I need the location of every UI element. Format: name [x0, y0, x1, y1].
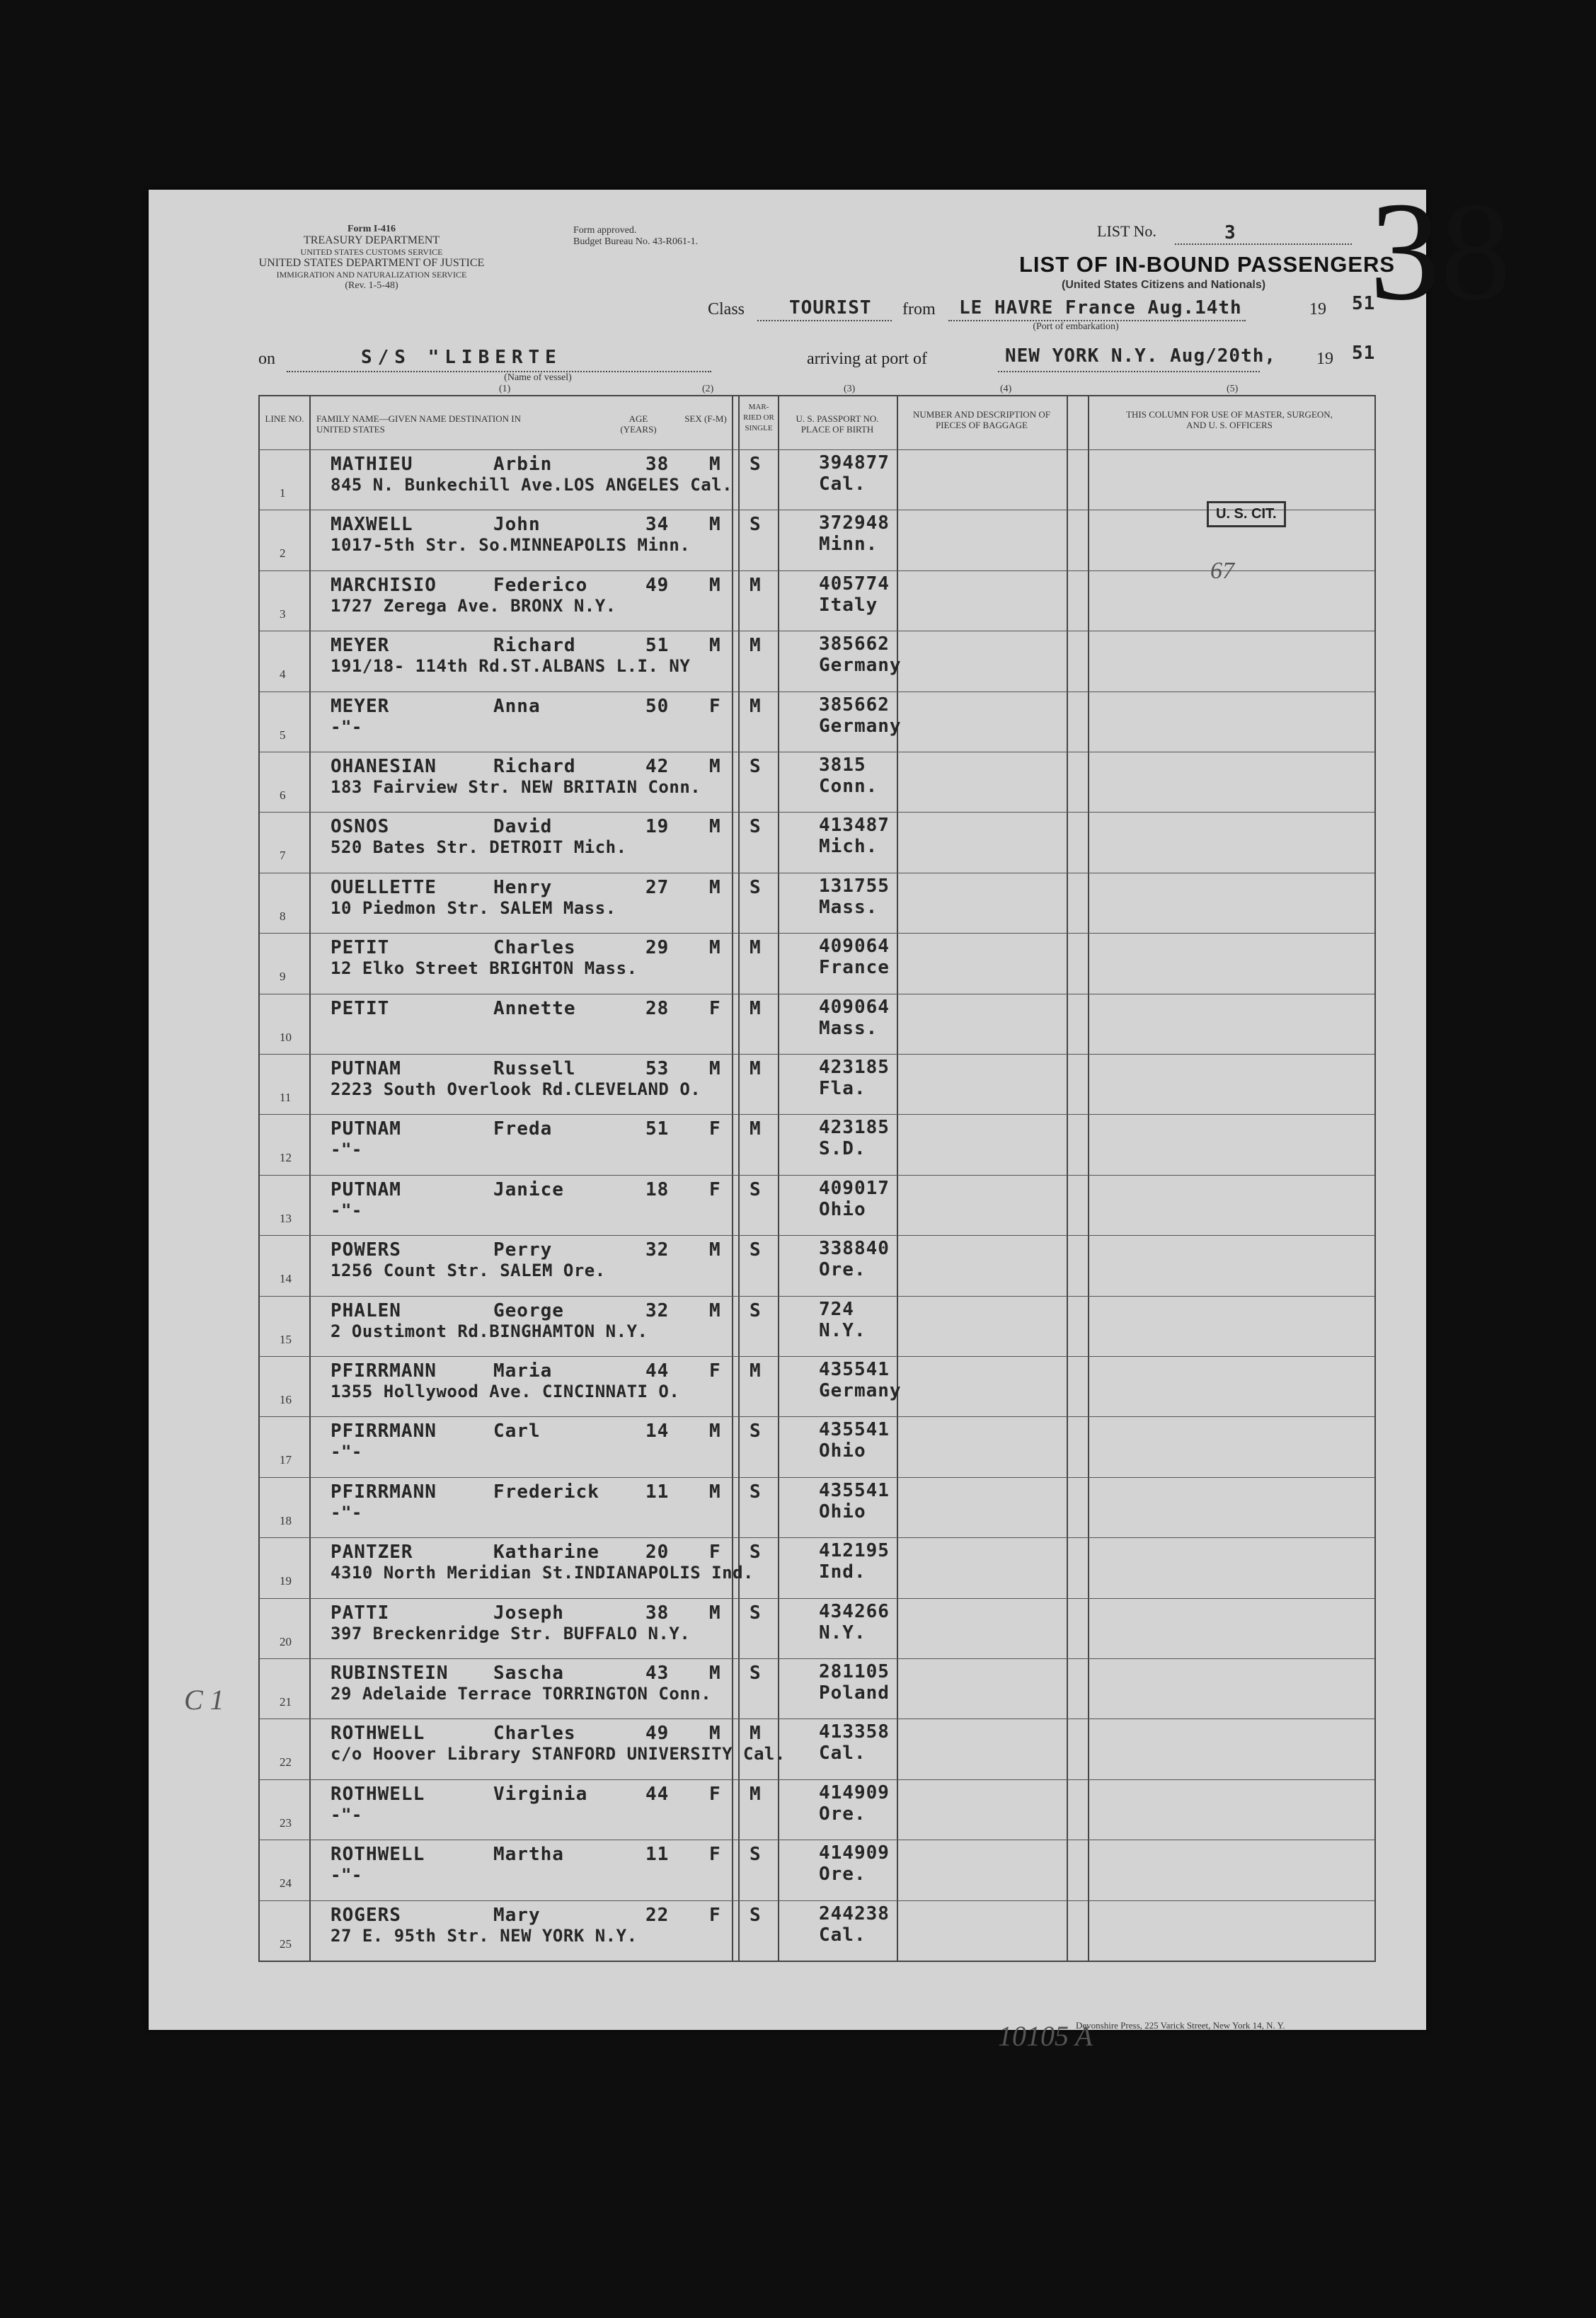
row-number: 14 — [280, 1272, 292, 1286]
marital-status: S — [750, 816, 762, 838]
destination-address: 1727 Zerega Ave. BRONX N.Y. — [331, 595, 616, 616]
table-row — [260, 631, 1374, 691]
given-name: Charles — [493, 1723, 576, 1745]
justice-dept: UNITED STATES DEPARTMENT OF JUSTICE — [258, 257, 485, 269]
place-of-birth: Mich. — [819, 836, 878, 858]
arrival-port: NEW YORK N.Y. Aug/20th, — [1005, 345, 1277, 367]
table-row — [260, 1900, 1374, 1961]
passport-number: 412195 — [819, 1540, 890, 1562]
row-number: 17 — [280, 1453, 292, 1467]
passport-number: 3815 — [819, 755, 866, 776]
year-1: 51 — [1352, 293, 1376, 314]
table-row — [260, 812, 1374, 872]
sex: M — [709, 1663, 721, 1684]
row-number: 9 — [280, 970, 286, 984]
given-name: Frederick — [493, 1481, 599, 1503]
passport-number: 435541 — [819, 1479, 890, 1501]
table-row — [260, 1054, 1374, 1114]
marital-status: S — [750, 1178, 762, 1200]
family-name: PUTNAM — [331, 1058, 401, 1079]
form-approved: Form approved. — [573, 225, 637, 236]
place-of-birth: Minn. — [819, 534, 878, 556]
place-of-birth: Mass. — [819, 896, 878, 918]
customs-service: UNITED STATES CUSTOMS SERVICE — [300, 247, 443, 257]
destination-address: -"- — [331, 716, 362, 737]
sex: M — [709, 454, 721, 475]
family-name: OHANESIAN — [331, 756, 437, 777]
destination-address: 12 Elko Street BRIGHTON Mass. — [331, 958, 638, 979]
table-row — [260, 1719, 1374, 1779]
sex: F — [709, 695, 721, 717]
table-row — [260, 1598, 1374, 1658]
destination-address: 2 Oustimont Rd.BINGHAMTON N.Y. — [331, 1321, 648, 1341]
row-number: 5 — [280, 728, 286, 742]
sex: M — [709, 756, 721, 777]
table-row — [260, 570, 1374, 631]
form-revision: (Rev. 1-5-48) — [345, 280, 398, 291]
given-name: George — [493, 1299, 564, 1321]
year-2: 51 — [1352, 343, 1376, 364]
row-number: 7 — [280, 849, 286, 863]
age: 49 — [645, 574, 670, 596]
family-name: MARCHISIO — [331, 574, 437, 596]
sex: F — [709, 1904, 721, 1926]
sex: M — [709, 1058, 721, 1079]
sex: M — [709, 1481, 721, 1503]
class-underline — [757, 320, 892, 321]
family-name: PETIT — [331, 997, 390, 1019]
table-row — [260, 752, 1374, 812]
col-header-age: AGE (YEARS) — [620, 413, 657, 435]
destination-address: 183 Fairview Str. NEW BRITAIN Conn. — [331, 777, 701, 797]
sex: F — [709, 1360, 721, 1382]
marital-status: M — [750, 1058, 762, 1079]
passport-number: 409017 — [819, 1177, 890, 1199]
family-name: MEYER — [331, 695, 390, 717]
passport-number: 423185 — [819, 1117, 890, 1139]
given-name: Carl — [493, 1421, 541, 1442]
destination-address: 4310 North Meridian St.INDIANAPOLIS Ind. — [331, 1563, 754, 1583]
table-row — [260, 933, 1374, 993]
sex: M — [709, 635, 721, 657]
destination-address: 27 E. 95th Str. NEW YORK N.Y. — [331, 1925, 638, 1946]
place-of-birth: Cal. — [819, 1924, 866, 1946]
row-number: 21 — [280, 1695, 292, 1709]
marital-status: S — [750, 1421, 762, 1442]
year-prefix-2: 19 — [1316, 350, 1333, 368]
place-of-birth: S.D. — [819, 1138, 866, 1160]
given-name: John — [493, 514, 541, 536]
marital-status: S — [750, 1481, 762, 1503]
passport-number: 413358 — [819, 1721, 890, 1743]
col-header-sex: SEX (F-M) — [684, 413, 727, 424]
passport-number: 394877 — [819, 452, 890, 474]
sex: M — [709, 1602, 721, 1624]
handwritten-margin-note: C 1 — [184, 1684, 224, 1716]
budget-bureau: Budget Bureau No. 43-R061-1. — [573, 236, 699, 247]
class-value: TOURIST — [789, 297, 872, 319]
passport-number: 414909 — [819, 1842, 890, 1864]
list-no-label: LIST No. — [1097, 222, 1156, 240]
place-of-birth: Cal. — [819, 1743, 866, 1765]
passport-number: 244238 — [819, 1903, 890, 1924]
table-row — [260, 1537, 1374, 1597]
marital-status: M — [750, 1360, 762, 1382]
age: 34 — [645, 514, 670, 536]
printer-footer: Devonshire Press, 225 Varick Street, New York 14, N. Y. — [1076, 2020, 1285, 2031]
destination-address: 397 Breckenridge Str. BUFFALO N.Y. — [331, 1623, 691, 1643]
table-row — [260, 1416, 1374, 1476]
age: 19 — [645, 816, 670, 838]
place-of-birth: Ohio — [819, 1440, 866, 1462]
age: 11 — [645, 1844, 670, 1866]
marital-status: M — [750, 1723, 762, 1745]
given-name: Richard — [493, 756, 576, 777]
destination-address: -"- — [331, 1200, 362, 1220]
table-row — [260, 873, 1374, 933]
place-of-birth: Ind. — [819, 1561, 866, 1583]
place-of-birth: Mass. — [819, 1017, 878, 1039]
place-of-birth: Italy — [819, 594, 878, 616]
table-row — [260, 1658, 1374, 1719]
table-row — [260, 1175, 1374, 1235]
passport-number: 372948 — [819, 512, 890, 534]
row-number: 15 — [280, 1332, 292, 1346]
age: 22 — [645, 1904, 670, 1926]
sex: M — [709, 574, 721, 596]
destination-address: 1017-5th Str. So.MINNEAPOLIS Minn. — [331, 535, 691, 556]
form-number: Form I-416 — [347, 224, 396, 234]
family-name: PANTZER — [331, 1542, 413, 1563]
page-subtitle: (United States Citizens and Nationals) — [1062, 279, 1266, 291]
given-name: David — [493, 816, 553, 838]
marital-status: S — [750, 1542, 762, 1563]
sex: M — [709, 937, 721, 959]
age: 51 — [645, 1118, 670, 1140]
ins-service: IMMIGRATION AND NATURALIZATION SERVICE — [276, 270, 467, 280]
col-number-3: (3) — [844, 384, 856, 394]
passport-number: 435541 — [819, 1419, 890, 1441]
age: 29 — [645, 937, 670, 959]
family-name: PHALEN — [331, 1299, 401, 1321]
age: 38 — [645, 454, 670, 475]
place-of-birth: Ore. — [819, 1259, 866, 1281]
age: 27 — [645, 876, 670, 898]
col-header-name: FAMILY NAME—GIVEN NAME DESTINATION IN UNITED STATES — [316, 413, 522, 435]
given-name: Janice — [493, 1178, 564, 1200]
table-row — [260, 1356, 1374, 1416]
destination-address: 191/18- 114th Rd.ST.ALBANS L.I. NY — [331, 656, 691, 677]
handwritten-67: 67 — [1210, 558, 1234, 584]
family-name: ROTHWELL — [331, 1783, 425, 1805]
passport-number: 414909 — [819, 1781, 890, 1803]
sex: M — [709, 1239, 721, 1261]
handwritten-bottom-note: 10105 A — [998, 2020, 1093, 2052]
vessel-caption: (Name of vessel) — [504, 372, 572, 383]
age: 44 — [645, 1783, 670, 1805]
sex: F — [709, 1783, 721, 1805]
row-number: 20 — [280, 1634, 292, 1648]
age: 51 — [645, 635, 670, 657]
marital-status: S — [750, 756, 762, 777]
marital-status: S — [750, 876, 762, 898]
port-embark-caption: (Port of embarkation) — [1033, 321, 1119, 332]
destination-address: -"- — [331, 1865, 362, 1886]
family-name: ROGERS — [331, 1904, 401, 1926]
col-number-5: (5) — [1227, 384, 1239, 394]
row-number: 18 — [280, 1513, 292, 1527]
row-number: 12 — [280, 1151, 292, 1165]
age: 43 — [645, 1663, 670, 1684]
family-name: PFIRRMANN — [331, 1481, 437, 1503]
marital-status: S — [750, 454, 762, 475]
place-of-birth: Cal. — [819, 474, 866, 495]
family-name: RUBINSTEIN — [331, 1663, 449, 1684]
sex: F — [709, 1844, 721, 1866]
sex: F — [709, 1542, 721, 1563]
table-row — [260, 1296, 1374, 1356]
age: 38 — [645, 1602, 670, 1624]
arriving-label: arriving at port of — [807, 350, 927, 368]
marital-status: S — [750, 1239, 762, 1261]
given-name: Annette — [493, 997, 576, 1019]
table-row — [260, 1840, 1374, 1900]
given-name: Richard — [493, 635, 576, 657]
from-label: from — [902, 300, 936, 319]
place-of-birth: Poland — [819, 1682, 890, 1704]
given-name: Freda — [493, 1118, 553, 1140]
passport-number: 434266 — [819, 1600, 890, 1622]
sex: M — [709, 1723, 721, 1745]
marital-status: S — [750, 514, 762, 536]
family-name: OSNOS — [331, 816, 390, 838]
passport-number: 409064 — [819, 936, 890, 958]
row-number: 19 — [280, 1574, 292, 1588]
marital-status: M — [750, 695, 762, 717]
marital-status: S — [750, 1602, 762, 1624]
row-number: 11 — [280, 1091, 292, 1104]
row-number: 8 — [280, 909, 286, 923]
place-of-birth: Germany — [819, 1380, 902, 1401]
table-row — [260, 994, 1374, 1054]
destination-address: -"- — [331, 1140, 362, 1160]
family-name: PATTI — [331, 1602, 390, 1624]
place-of-birth: N.Y. — [819, 1622, 866, 1643]
given-name: Perry — [493, 1239, 553, 1261]
page-title: LIST OF IN-BOUND PASSENGERS — [1019, 252, 1396, 277]
family-name: MAXWELL — [331, 514, 413, 536]
col-header-married: MAR-RIED OR SINGLE — [743, 403, 774, 432]
given-name: Virginia — [493, 1783, 588, 1805]
row-number: 3 — [280, 607, 286, 621]
row-number: 16 — [280, 1393, 292, 1406]
year-prefix-1: 19 — [1309, 300, 1326, 319]
destination-address: -"- — [331, 1442, 362, 1462]
given-name: Mary — [493, 1904, 541, 1926]
given-name: Maria — [493, 1360, 553, 1382]
row-number: 13 — [280, 1211, 292, 1225]
family-name: PUTNAM — [331, 1118, 401, 1140]
place-of-birth: Fla. — [819, 1078, 866, 1099]
list-no-small: 3 — [1224, 222, 1236, 243]
given-name: Charles — [493, 937, 576, 959]
row-number: 24 — [280, 1876, 292, 1890]
sex: F — [709, 997, 721, 1019]
place-of-birth: Ohio — [819, 1501, 866, 1522]
age: 11 — [645, 1481, 670, 1503]
age: 20 — [645, 1542, 670, 1563]
given-name: Anna — [493, 695, 541, 717]
given-name: Federico — [493, 574, 588, 596]
passport-number: 435541 — [819, 1359, 890, 1380]
marital-status: M — [750, 574, 762, 596]
family-name: ROTHWELL — [331, 1844, 425, 1866]
place-of-birth: Germany — [819, 655, 902, 677]
given-name: Joseph — [493, 1602, 564, 1624]
age: 32 — [645, 1299, 670, 1321]
col-header-line-no: LINE NO. — [265, 413, 304, 424]
place-of-birth: Conn. — [819, 776, 878, 797]
form-approval — [573, 225, 757, 248]
class-label: Class — [708, 300, 745, 319]
list-no-big: 38 — [1370, 173, 1511, 330]
passenger-list-page — [149, 173, 1511, 2052]
family-name: MEYER — [331, 635, 390, 657]
family-name: PFIRRMANN — [331, 1421, 437, 1442]
sex: M — [709, 1299, 721, 1321]
row-number: 10 — [280, 1030, 292, 1044]
row-number: 1 — [280, 486, 286, 500]
arrival-underline — [998, 371, 1260, 372]
place-of-birth: Ore. — [819, 1864, 866, 1886]
passport-number: 338840 — [819, 1238, 890, 1260]
destination-address: 1256 Count Str. SALEM Ore. — [331, 1261, 606, 1281]
destination-address: 10 Piedmon Str. SALEM Mass. — [331, 897, 616, 918]
age: 18 — [645, 1178, 670, 1200]
col-header-passport: U. S. PASSPORT NO. PLACE OF BIRTH — [796, 413, 879, 435]
passport-number: 385662 — [819, 633, 890, 655]
table-row — [260, 1477, 1374, 1537]
on-label: on — [258, 350, 275, 368]
passport-number: 385662 — [819, 694, 890, 716]
col-number-1: (1) — [499, 384, 511, 394]
row-number: 23 — [280, 1815, 292, 1830]
marital-status: M — [750, 1118, 762, 1140]
passport-number: 281105 — [819, 1661, 890, 1682]
marital-status: S — [750, 1904, 762, 1926]
sex: M — [709, 876, 721, 898]
marital-status: M — [750, 937, 762, 959]
given-name: Russell — [493, 1058, 576, 1079]
given-name: Henry — [493, 876, 553, 898]
destination-address: c/o Hoover Library STANFORD UNIVERSITY Cal. — [331, 1744, 786, 1765]
destination-address: 29 Adelaide Terrace TORRINGTON Conn. — [331, 1684, 712, 1704]
marital-status: M — [750, 1783, 762, 1805]
sex: F — [709, 1178, 721, 1200]
family-name: ROTHWELL — [331, 1723, 425, 1745]
given-name: Sascha — [493, 1663, 564, 1684]
sex: M — [709, 514, 721, 536]
age: 28 — [645, 997, 670, 1019]
destination-address: 845 N. Bunkechill Ave.LOS ANGELES Cal. — [331, 475, 733, 495]
destination-address: 2223 South Overlook Rd.CLEVELAND O. — [331, 1079, 701, 1099]
passenger-table — [258, 395, 1376, 1962]
col-number-2: (2) — [702, 384, 714, 394]
sex: M — [709, 816, 721, 838]
sex: F — [709, 1118, 721, 1140]
family-name: PUTNAM — [331, 1178, 401, 1200]
age: 49 — [645, 1723, 670, 1745]
table-row — [260, 1114, 1374, 1174]
row-number: 25 — [280, 1937, 292, 1951]
embark-port: LE HAVRE France Aug.14th — [959, 297, 1242, 319]
col-number-4: (4) — [1000, 384, 1012, 394]
col-header-officers: THIS COLUMN FOR USE OF MASTER, SURGEON, AND U. S. OFFICERS — [1126, 409, 1333, 430]
destination-address: 1355 Hollywood Ave. CINCINNATI O. — [331, 1382, 680, 1401]
passport-number: 405774 — [819, 573, 890, 595]
marital-status: M — [750, 635, 762, 657]
table-row — [260, 1779, 1374, 1840]
marital-status: M — [750, 997, 762, 1019]
passport-number: 724 — [819, 1298, 854, 1320]
marital-status: S — [750, 1844, 762, 1866]
vessel-name: S/S "LIBERTE — [361, 347, 562, 368]
row-number: 6 — [280, 788, 286, 802]
family-name: OUELLETTE — [331, 876, 437, 898]
sex: M — [709, 1421, 721, 1442]
table-row — [260, 1235, 1374, 1295]
table-row — [260, 692, 1374, 752]
form-header-left — [255, 224, 488, 292]
passport-number: 413487 — [819, 815, 890, 837]
age: 50 — [645, 695, 670, 717]
family-name: MATHIEU — [331, 454, 413, 475]
family-name: PETIT — [331, 937, 390, 959]
destination-address: -"- — [331, 1502, 362, 1522]
given-name: Arbin — [493, 454, 553, 475]
us-citizen-stamp: U. S. CIT. — [1207, 501, 1286, 527]
age: 14 — [645, 1421, 670, 1442]
col-header-baggage: NUMBER AND DESCRIPTION OF PIECES OF BAGGAGE — [913, 409, 1050, 430]
destination-address: 520 Bates Str. DETROIT Mich. — [331, 837, 627, 858]
row-number: 22 — [280, 1755, 292, 1769]
age: 42 — [645, 756, 670, 777]
row-number: 2 — [280, 546, 286, 561]
passport-number: 131755 — [819, 875, 890, 897]
passport-number: 423185 — [819, 1057, 890, 1078]
list-no-underline — [1175, 243, 1352, 245]
place-of-birth: Germany — [819, 715, 902, 737]
given-name: Katharine — [493, 1542, 599, 1563]
destination-address: -"- — [331, 1804, 362, 1825]
place-of-birth: France — [819, 957, 890, 979]
place-of-birth: Ohio — [819, 1198, 866, 1220]
given-name: Martha — [493, 1844, 564, 1866]
row-number: 4 — [280, 667, 286, 682]
place-of-birth: Ore. — [819, 1803, 866, 1825]
age: 44 — [645, 1360, 670, 1382]
marital-status: S — [750, 1663, 762, 1684]
family-name: POWERS — [331, 1239, 401, 1261]
passport-number: 409064 — [819, 996, 890, 1018]
age: 53 — [645, 1058, 670, 1079]
marital-status: S — [750, 1299, 762, 1321]
treasury-dept: TREASURY DEPARTMENT — [303, 234, 440, 246]
family-name: PFIRRMANN — [331, 1360, 437, 1382]
age: 32 — [645, 1239, 670, 1261]
place-of-birth: N.Y. — [819, 1319, 866, 1341]
